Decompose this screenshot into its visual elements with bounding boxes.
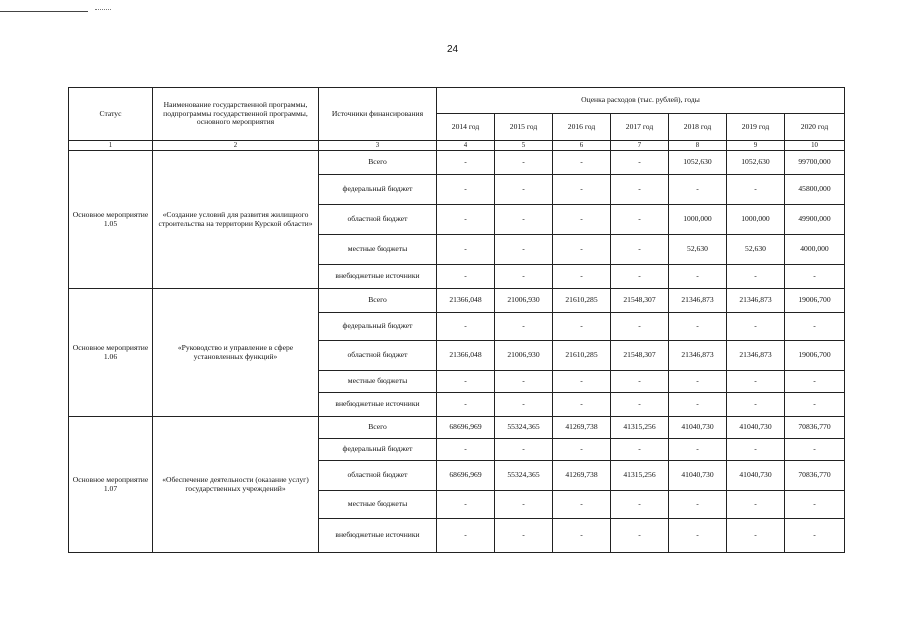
amount-cell: 1052,630 — [669, 151, 727, 175]
amount-cell: 68696,969 — [437, 461, 495, 491]
amount-cell: - — [611, 205, 669, 235]
amount-cell: - — [437, 371, 495, 393]
funding-source-cell: Всего — [319, 151, 437, 175]
funding-source-cell: местные бюджеты — [319, 235, 437, 265]
amount-cell: - — [437, 205, 495, 235]
amount-cell: - — [495, 491, 553, 519]
amount-cell: - — [495, 519, 553, 553]
amount-cell: 21610,285 — [553, 289, 611, 313]
column-number: 9 — [727, 141, 785, 151]
table-row — [69, 289, 845, 313]
column-number: 10 — [785, 141, 845, 151]
amount-cell: - — [727, 175, 785, 205]
amount-cell: - — [495, 235, 553, 265]
amount-cell: - — [437, 313, 495, 341]
amount-cell: - — [495, 151, 553, 175]
funding-source-cell: федеральный бюджет — [319, 439, 437, 461]
amount-cell: - — [553, 175, 611, 205]
amount-cell: - — [553, 313, 611, 341]
amount-cell: - — [553, 235, 611, 265]
amount-cell: 55324,365 — [495, 417, 553, 439]
amount-cell: 21548,307 — [611, 341, 669, 371]
program-name-cell: «Создание условий для развития жилищного строительства на территории Курской области» — [153, 151, 319, 289]
funding-source-cell: внебюджетные источники — [319, 393, 437, 417]
amount-cell: - — [669, 265, 727, 289]
amount-cell: - — [785, 439, 845, 461]
header-status: Статус — [69, 88, 153, 141]
budget-table — [68, 87, 845, 553]
amount-cell: - — [785, 491, 845, 519]
amount-cell: 21346,873 — [669, 341, 727, 371]
amount-cell: - — [669, 175, 727, 205]
amount-cell: - — [495, 265, 553, 289]
amount-cell: - — [611, 235, 669, 265]
amount-cell: 49900,000 — [785, 205, 845, 235]
funding-source-cell: внебюджетные источники — [319, 519, 437, 553]
funding-source-cell: областной бюджет — [319, 341, 437, 371]
amount-cell: - — [611, 265, 669, 289]
header-year: 2017 год — [611, 114, 669, 141]
amount-cell: - — [611, 393, 669, 417]
amount-cell: 1052,630 — [727, 151, 785, 175]
column-number: 6 — [553, 141, 611, 151]
amount-cell: - — [437, 491, 495, 519]
amount-cell: - — [727, 393, 785, 417]
column-number: 4 — [437, 141, 495, 151]
amount-cell: 21346,873 — [669, 289, 727, 313]
amount-cell: 41040,730 — [669, 461, 727, 491]
table-row — [69, 151, 845, 175]
amount-cell: 52,630 — [669, 235, 727, 265]
amount-cell: - — [553, 491, 611, 519]
header-estimate: Оценка расходов (тыс. рублей), годы — [437, 88, 845, 114]
amount-cell: - — [669, 519, 727, 553]
amount-cell: 70836,770 — [785, 461, 845, 491]
amount-cell: - — [669, 439, 727, 461]
amount-cell: - — [495, 313, 553, 341]
column-number: 5 — [495, 141, 553, 151]
table-header — [69, 88, 845, 151]
column-number: 8 — [669, 141, 727, 151]
amount-cell: 21610,285 — [553, 341, 611, 371]
column-number: 1 — [69, 141, 153, 151]
amount-cell: - — [553, 519, 611, 553]
amount-cell: - — [553, 371, 611, 393]
amount-cell: - — [611, 313, 669, 341]
amount-cell: 19006,700 — [785, 341, 845, 371]
header-year: 2016 год — [553, 114, 611, 141]
amount-cell: 21366,048 — [437, 289, 495, 313]
funding-source-cell: Всего — [319, 289, 437, 313]
amount-cell: - — [611, 151, 669, 175]
amount-cell: - — [437, 175, 495, 205]
amount-cell: 41040,730 — [727, 461, 785, 491]
page-number: 24 — [446, 44, 459, 55]
program-name-cell: «Руководство и управление в сфере установленных функций» — [153, 289, 319, 417]
program-name-cell: «Обеспечение деятельности (оказание услуг) государственных учреждений» — [153, 417, 319, 553]
amount-cell: 70836,770 — [785, 417, 845, 439]
header-year: 2015 год — [495, 114, 553, 141]
amount-cell: - — [727, 519, 785, 553]
amount-cell: - — [727, 439, 785, 461]
column-number: 7 — [611, 141, 669, 151]
amount-cell: 21366,048 — [437, 341, 495, 371]
amount-cell: - — [611, 491, 669, 519]
amount-cell: - — [437, 439, 495, 461]
status-cell: Основное мероприятие 1.05 — [69, 151, 153, 289]
table-body — [69, 151, 845, 553]
amount-cell: - — [495, 371, 553, 393]
funding-source-cell: местные бюджеты — [319, 371, 437, 393]
scan-edge-dots — [95, 9, 111, 10]
amount-cell: - — [727, 491, 785, 519]
amount-cell: - — [785, 393, 845, 417]
amount-cell: 4000,000 — [785, 235, 845, 265]
header-sources: Источники финансирования — [319, 88, 437, 141]
amount-cell: - — [611, 371, 669, 393]
amount-cell: - — [437, 265, 495, 289]
amount-cell: 21346,873 — [727, 289, 785, 313]
amount-cell: - — [727, 313, 785, 341]
header-program-name: Наименование государственной программы, подпрограммы государственной программы, основного мероприятия — [153, 88, 319, 141]
amount-cell: - — [727, 265, 785, 289]
amount-cell: - — [553, 205, 611, 235]
amount-cell: - — [437, 393, 495, 417]
amount-cell: - — [727, 371, 785, 393]
amount-cell: - — [669, 371, 727, 393]
funding-source-cell: областной бюджет — [319, 461, 437, 491]
amount-cell: 41040,730 — [669, 417, 727, 439]
scan-edge-line — [0, 11, 88, 12]
amount-cell: - — [495, 175, 553, 205]
amount-cell: - — [437, 151, 495, 175]
amount-cell: 41315,256 — [611, 461, 669, 491]
amount-cell: 55324,365 — [495, 461, 553, 491]
amount-cell: - — [437, 519, 495, 553]
amount-cell: 52,630 — [727, 235, 785, 265]
amount-cell: 68696,969 — [437, 417, 495, 439]
header-year: 2019 год — [727, 114, 785, 141]
amount-cell: - — [669, 393, 727, 417]
amount-cell: - — [437, 235, 495, 265]
status-cell: Основное мероприятие 1.06 — [69, 289, 153, 417]
amount-cell: 99700,000 — [785, 151, 845, 175]
column-number: 2 — [153, 141, 319, 151]
amount-cell: 41269,738 — [553, 417, 611, 439]
amount-cell: - — [611, 519, 669, 553]
amount-cell: - — [553, 265, 611, 289]
column-number: 3 — [319, 141, 437, 151]
header-year: 2020 год — [785, 114, 845, 141]
funding-source-cell: областной бюджет — [319, 205, 437, 235]
amount-cell: - — [669, 491, 727, 519]
amount-cell: - — [669, 313, 727, 341]
amount-cell: - — [611, 439, 669, 461]
amount-cell: 41315,256 — [611, 417, 669, 439]
amount-cell: 19006,700 — [785, 289, 845, 313]
amount-cell: 21548,307 — [611, 289, 669, 313]
amount-cell: - — [785, 371, 845, 393]
funding-source-cell: федеральный бюджет — [319, 313, 437, 341]
funding-source-cell: местные бюджеты — [319, 491, 437, 519]
amount-cell: 21006,930 — [495, 289, 553, 313]
amount-cell: - — [495, 205, 553, 235]
amount-cell: 21346,873 — [727, 341, 785, 371]
funding-source-cell: внебюджетные источники — [319, 265, 437, 289]
amount-cell: - — [785, 265, 845, 289]
amount-cell: 41269,738 — [553, 461, 611, 491]
header-year: 2018 год — [669, 114, 727, 141]
amount-cell: 1000,000 — [669, 205, 727, 235]
table-row — [69, 417, 845, 439]
funding-source-cell: федеральный бюджет — [319, 175, 437, 205]
amount-cell: - — [495, 393, 553, 417]
amount-cell: - — [495, 439, 553, 461]
status-cell: Основное мероприятие 1.07 — [69, 417, 153, 553]
amount-cell: 1000,000 — [727, 205, 785, 235]
amount-cell: 45800,000 — [785, 175, 845, 205]
funding-source-cell: Всего — [319, 417, 437, 439]
amount-cell: - — [553, 393, 611, 417]
amount-cell: 21006,930 — [495, 341, 553, 371]
amount-cell: - — [553, 439, 611, 461]
amount-cell: - — [785, 519, 845, 553]
header-year: 2014 год — [437, 114, 495, 141]
amount-cell: - — [785, 313, 845, 341]
amount-cell: - — [553, 151, 611, 175]
amount-cell: - — [611, 175, 669, 205]
amount-cell: 41040,730 — [727, 417, 785, 439]
